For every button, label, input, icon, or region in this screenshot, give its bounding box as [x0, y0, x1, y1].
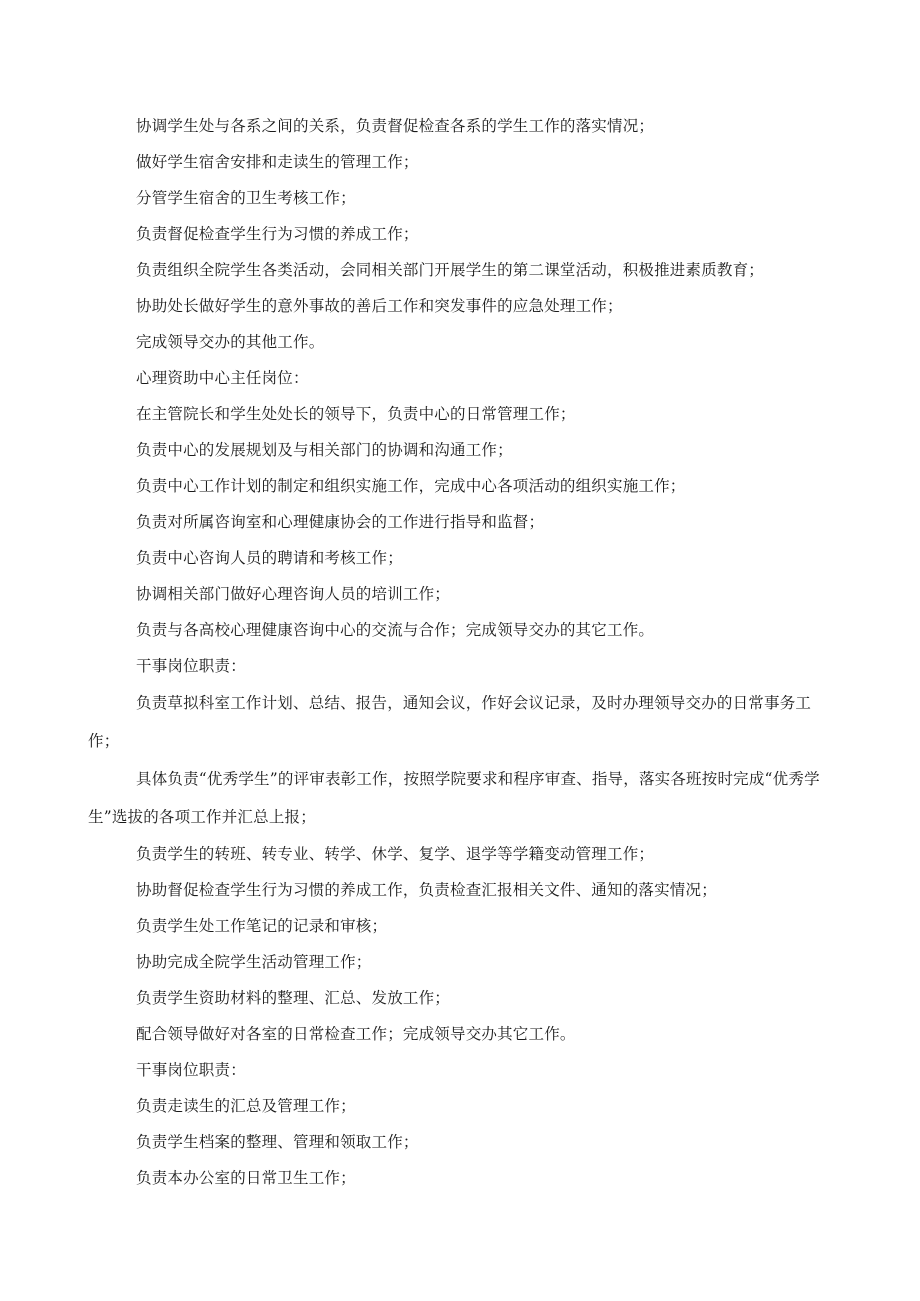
paragraph: 负责中心咨询人员的聘请和考核工作； [136, 549, 403, 567]
section-heading: 心理资助中心主任岗位： [136, 369, 309, 387]
paragraph: 负责走读生的汇总及管理工作； [136, 1097, 356, 1115]
paragraph: 完成领导交办的其他工作。 [136, 333, 325, 351]
paragraph: 分管学生宿舍的卫生考核工作； [136, 189, 356, 207]
paragraph: 协调学生处与各系之间的关系，负责督促检查各系的学生工作的落实情况； [136, 117, 655, 135]
paragraph: 负责本办公室的日常卫生工作； [136, 1169, 356, 1187]
paragraph: 负责学生处工作笔记的记录和审核； [136, 917, 388, 935]
paragraph: 协调相关部门做好心理咨询人员的培训工作； [136, 585, 451, 603]
paragraph: 配合领导做好对各室的日常检查工作；完成领导交办其它工作。 [136, 1025, 576, 1043]
document-body [88, 108, 828, 1196]
paragraph: 负责草拟科室工作计划、总结、报告，通知会议，作好会议记录，及时办理领导交办的日常事务工作； [88, 694, 812, 750]
paragraph: 负责中心工作计划的制定和组织实施工作，完成中心各项活动的组织实施工作； [136, 477, 686, 495]
paragraph: 负责学生资助材料的整理、汇总、发放工作； [136, 989, 451, 1007]
paragraph: 具体负责“优秀学生”的评审表彰工作，按照学院要求和程序审查、指导，落实各班按时完成“优秀学生”选拔的各项工作并汇总上报； [88, 770, 820, 826]
paragraph: 协助处长做好学生的意外事故的善后工作和突发事件的应急处理工作； [136, 297, 623, 315]
paragraph: 协助督促检查学生行为习惯的养成工作，负责检查汇报相关文件、通知的落实情况； [136, 881, 717, 899]
paragraph: 负责中心的发展规划及与相关部门的协调和沟通工作； [136, 441, 513, 459]
paragraph: 在主管院长和学生处处长的领导下，负责中心的日常管理工作； [136, 405, 576, 423]
section-heading: 干事岗位职责： [136, 1061, 246, 1079]
paragraph: 负责学生的转班、转专业、转学、休学、复学、退学等学籍变动管理工作； [136, 845, 655, 863]
paragraph: 做好学生宿舍安排和走读生的管理工作； [136, 153, 419, 171]
paragraph: 负责与各高校心理健康咨询中心的交流与合作；完成领导交办的其它工作。 [136, 621, 655, 639]
section-heading: 干事岗位职责： [136, 657, 246, 675]
paragraph: 负责督促检查学生行为习惯的养成工作； [136, 225, 419, 243]
paragraph: 负责学生档案的整理、管理和领取工作； [136, 1133, 419, 1151]
paragraph: 负责对所属咨询室和心理健康协会的工作进行指导和监督； [136, 513, 545, 531]
paragraph: 负责组织全院学生各类活动，会同相关部门开展学生的第二课堂活动，积极推进素质教育； [136, 261, 765, 279]
paragraph: 协助完成全院学生活动管理工作； [136, 953, 372, 971]
